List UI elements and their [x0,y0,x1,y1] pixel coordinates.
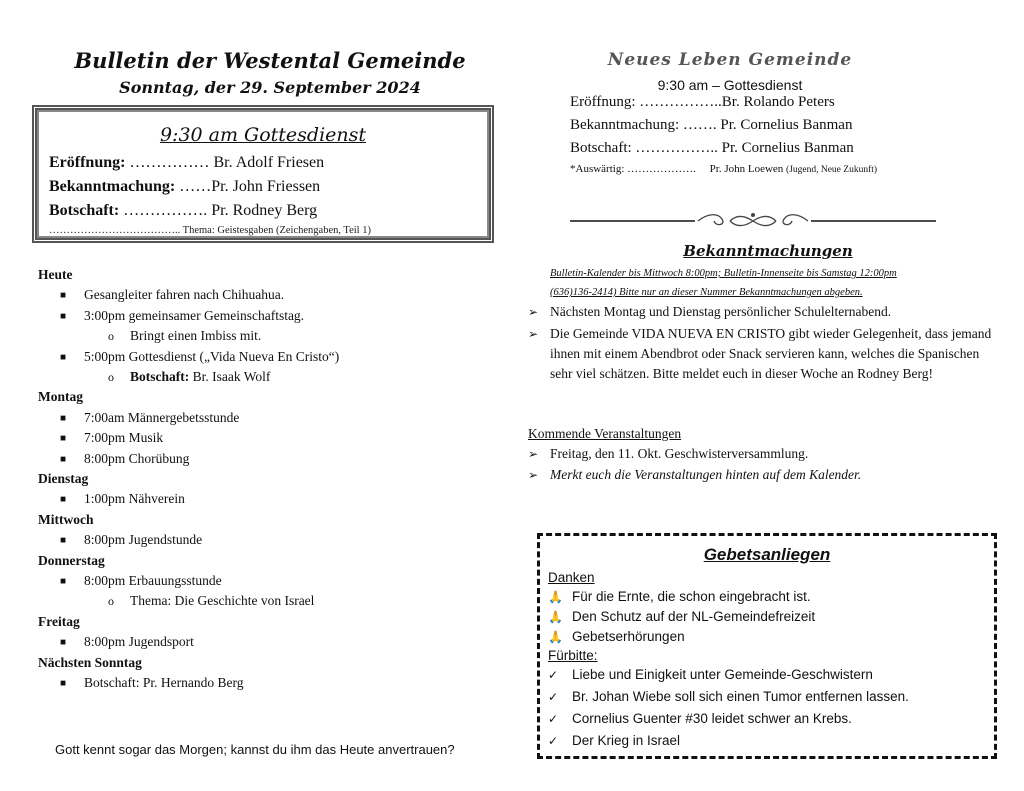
schedule-item: ■ Botschaft: Pr. Hernando Berg [60,675,244,690]
bullet-square-icon: ■ [60,351,67,363]
schedule-item: ■ 7:00pm Musik [60,430,164,446]
intercession-item: ✓ Der Krieg in Israel [548,733,681,748]
nl-row-opening: Eröffnung: ……………..Br. Rolando Peters [570,94,835,110]
intercession-item: ✓ Cornelius Guenter #30 leidet schwer an Krebs. [548,711,852,726]
schedule-day-heading: Nächsten Sonntag [38,654,142,670]
bullet-square-icon: ■ [60,576,67,587]
praying-hands-icon: 🙏 [548,590,563,604]
service-row-sermon: Botschaft: ……………. Pr. Rodney Berg [49,202,318,219]
announcements-title: Bekanntmachungen [683,242,853,260]
praying-hands-icon: 🙏 [548,630,563,644]
nl-service-time: 9:30 am – Gottesdienst [657,77,803,93]
announcement-item: ➢ Nächsten Montag und Dienstag persönlicher Schulelternabend. [528,304,892,319]
schedule-subitem: o Thema: Die Geschichte von Israel [108,593,315,609]
upcoming-event-item: ➢ Merkt euch die Veranstaltungen hinten auf dem Kalender. [528,467,862,482]
intercession-heading: Fürbitte: [548,648,598,663]
schedule-day-heading: Dienstag [38,471,89,486]
upcoming-event-item: ➢ Freitag, den 11. Okt. Geschwisterversammlung. [528,446,809,461]
thanks-heading: Danken [548,570,595,585]
nl-row-announcement: Bekanntmachung: ……. Pr. Cornelius Banman [570,117,853,133]
bullet-circle-icon: o [108,370,114,384]
service-row-opening: Eröffnung: …………… Br. Adolf Friesen [49,154,325,171]
bullet-square-icon: ■ [60,535,67,547]
announcement-item: ➢ Die Gemeinde VIDA NUEVA EN CRISTO gibt wieder Gelegenheit, dass jemand ihnen mit einem Abendbrot oder Snack servieren kann, welches die Spanischen sehr viel schätzen. Bitte meldet euch in dieser Woche an Rodney Berg! [528,326,992,381]
schedule-day-heading: Heute [38,267,73,282]
bullet-circle-icon: o [108,594,114,609]
bullet-square-icon: ■ [60,453,67,465]
thanks-item: 🙏 Den Schutz auf der NL-Gemeindefreizeit [548,609,816,624]
bulletin-date: Sonntag, der 29. September 2024 [119,78,421,97]
intercession-item: ✓ Br. Johan Wiebe soll sich einen Tumor entfernen lassen. [548,689,909,704]
schedule-item: ■ 1:00pm Nähverein [60,491,185,507]
schedule-item: ■ 7:00am Männergebetsstunde [60,409,240,425]
bullet-square-icon: ■ [60,494,67,506]
announcement-deadline-note: Bulletin-Kalender bis Mittwoch 8:00pm; Bulletin-Innenseite bis Samstag 12:00pm [550,268,897,279]
ornamental-divider [570,210,936,232]
schedule-subitem: o Bringt einen Imbiss mit. [108,328,262,344]
schedule-day-heading: Montag [38,389,83,405]
checkmark-icon: ✓ [548,668,559,682]
schedule-item: ■ 5:00pm Gottesdienst („Vida Nueva En Cristo“) [60,348,340,364]
bullet-square-icon: ■ [60,637,67,649]
checkmark-icon: ✓ [548,712,559,726]
bullet-square-icon: ■ [60,310,67,322]
schedule-item: ■ 3:00pm gemeinsamer Gemeinschaftstag. [60,307,305,323]
schedule-item: ■ 8:00pm Chorübung [60,450,190,466]
schedule-item: ■ 8:00pm Jugendsport [60,634,194,650]
bullet-square-icon: ■ [60,433,67,445]
bulletin-title: Bulletin der Westental Gemeinde [74,48,466,73]
nl-church-title: Neues Leben Gemeinde [607,50,853,70]
prayer-title: Gebetsanliegen [703,545,831,564]
thanks-item: 🙏 Für die Ernte, die schon eingebracht ist. [548,589,811,604]
bullet-square-icon: ■ [60,290,67,302]
schedule-item: ■ 8:00pm Jugendstunde [60,532,203,548]
service-title: 9:30 am Gottesdienst [159,124,367,146]
service-theme: ……………………………….. Thema: Geistesgaben (Zeichengaben, Teil 1) [49,225,371,236]
nl-row-external: *Auswärtig: ………………. Pr. John Loewen (Jugend, Neue Zukunft) [570,163,878,175]
service-row-announcement: Bekanntmachung: ……Pr. John Friessen [49,178,321,195]
bullet-square-icon: ■ [60,678,67,689]
schedule-item: ■ 8:00pm Erbauungsstunde [60,573,222,588]
schedule-day-heading: Donnerstag [38,552,105,568]
service-box [32,105,494,243]
thanks-item: 🙏 Gebetserhörungen [548,629,685,644]
intercession-item: ✓ Liebe und Einigkeit unter Gemeinde-Geschwistern [548,667,873,682]
closing-quote: Gott kennt sogar das Morgen; kannst du ihm das Heute anvertrauen? [55,742,455,757]
upcoming-events-title: Kommende Veranstaltungen [528,426,682,441]
bullet-circle-icon: o [108,329,114,344]
nl-row-sermon: Botschaft: …………….. Pr. Cornelius Banman [570,140,854,156]
schedule-item: ■ Gesangleiter fahren nach Chihuahua. [60,287,285,303]
bullet-square-icon: ■ [60,412,67,424]
praying-hands-icon: 🙏 [548,610,563,624]
checkmark-icon: ✓ [548,734,559,748]
announcement-phone-note: (636)136-2414) Bitte nur an dieser Nummer Bekanntmachungen abgeben. [550,287,863,298]
checkmark-icon: ✓ [548,690,559,704]
schedule-day-heading: Mittwoch [38,511,94,527]
schedule-day-heading: Freitag [38,613,80,629]
schedule-subitem: o Botschaft: Br. Isaak Wolf [108,369,271,384]
